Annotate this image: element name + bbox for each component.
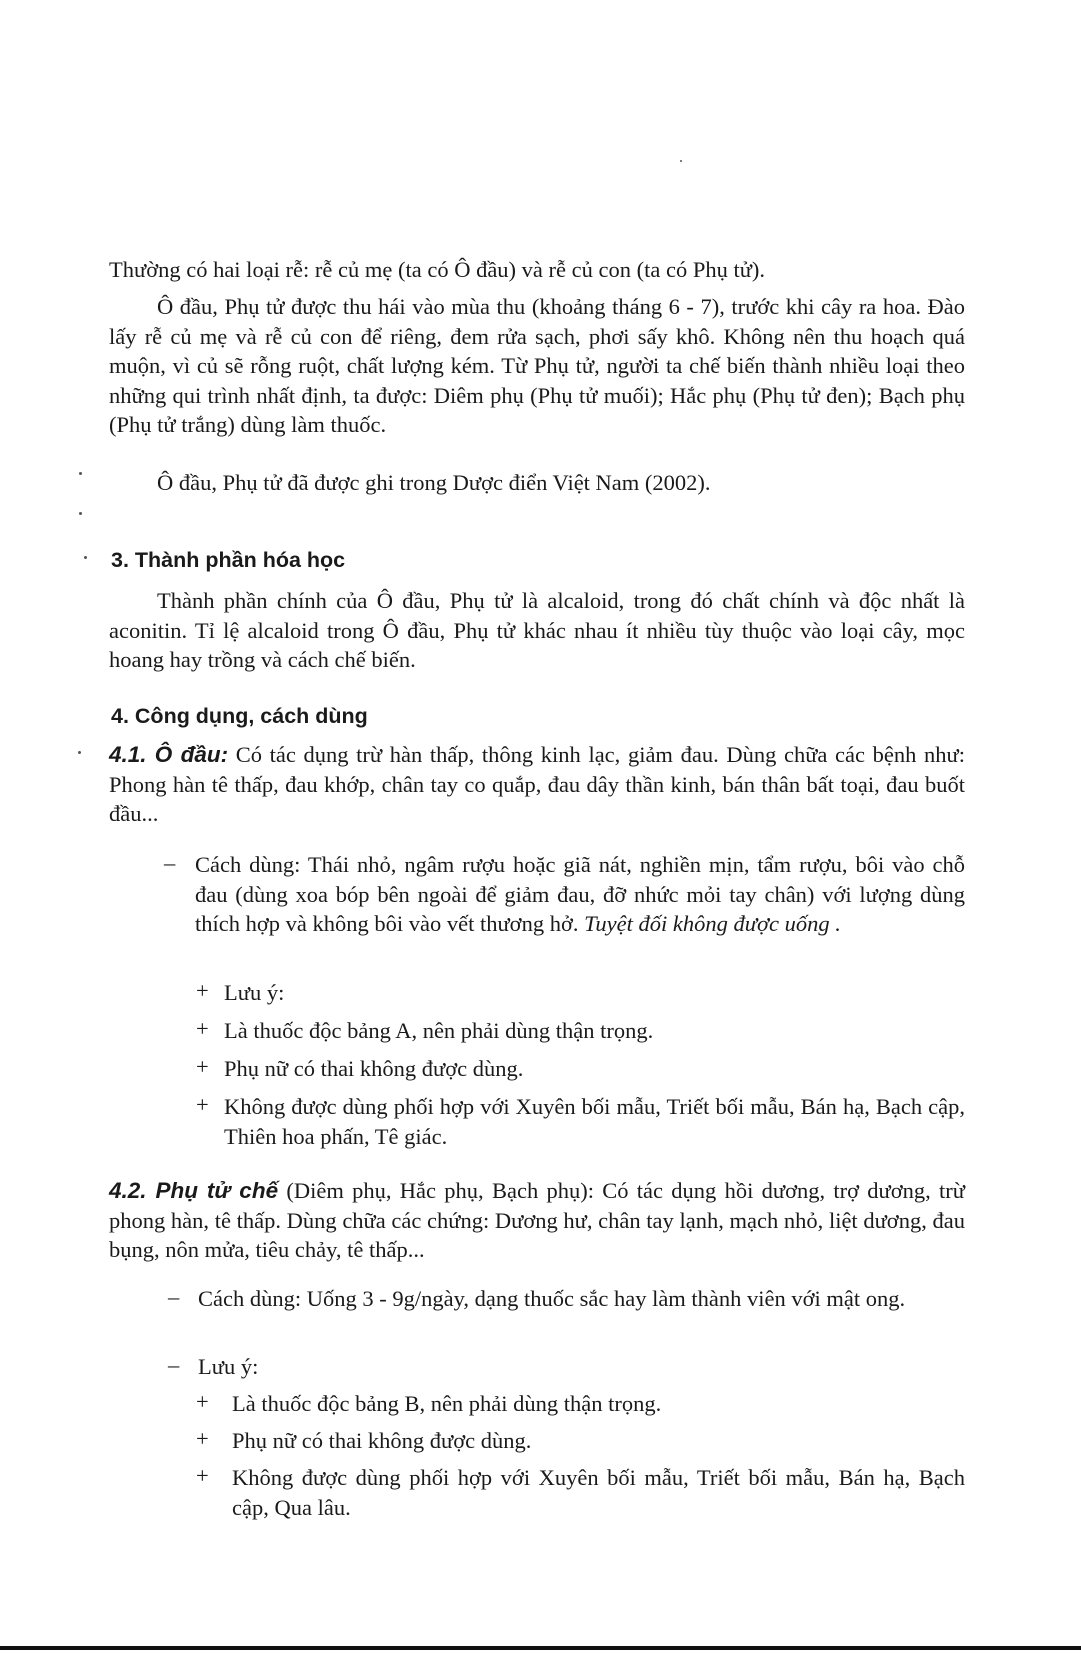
scan-speck [79,472,82,475]
s41-note-item: Lưu ý: [224,980,285,1005]
plus-marker: + [196,1054,209,1079]
section-3-paragraph: Thành phần chính của Ô đầu, Phụ tử là alcaloid, trong đó chất chính và độc nhất là aconitin. Tỉ lệ alcaloid trong Ô đầu, Phụ tử khác nhau ít nhiều tùy thuộc vào loại cây, mọc hoang hay trồng và cách chế biến. [109,588,965,672]
intro-paragraph-harvest: Ô đầu, Phụ tử được thu hái vào mùa thu (khoảng tháng 6 - 7), trước khi cây ra hoa. Đào lấy rễ củ mẹ và rễ củ con để riêng, đem rửa sạch, phơi sấy khô. Không nên thu hoạch quá muộn, vì củ sẽ rỗng ruột, chất lượng kém. Từ Phụ tử, người ta chế biến thành nhiều loại theo những qui trình nhất định, ta được: Diêm phụ (Phụ tử muối); Hắc phụ (Phụ tử đen); Bạch phụ (Phụ tử trắng) dùng làm thuốc. [109,294,965,437]
plus-marker: + [196,978,209,1003]
plus-marker: + [196,1016,209,1041]
s41-usage-warning: Tuyệt đối không được uống . [584,911,841,936]
s42-note-item: Không được dùng phối hợp với Xuyên bối mẫu, Triết bối mẫu, Bán hạ, Bạch cập, Qua lâu. [232,1465,965,1520]
scan-bottom-edge [0,1646,1081,1650]
plus-marker: + [196,1092,209,1117]
plus-marker: + [196,1426,209,1451]
section-4-2-runin: 4.2. Phụ tử chế [109,1178,279,1203]
section-3-heading: 3. Thành phần hóa học [111,548,346,572]
s41-usage-item [195,850,965,939]
s41-note-item: Không được dùng phối hợp với Xuyên bối mẫu, Triết bối mẫu, Bán hạ, Bạch cập, Thiên hoa phấn, Tê giác. [224,1094,965,1149]
scan-speck [79,512,82,515]
s42-note-item: Phụ nữ có thai không được dùng. [232,1428,532,1453]
scan-speck [78,751,81,754]
section-4-1-paragraph [109,740,965,829]
s42-note-item: Là thuốc độc bảng B, nên phải dùng thận trọng. [232,1391,662,1416]
dash-marker: – [168,1352,180,1377]
s41-note-item: Phụ nữ có thai không được dùng. [224,1056,524,1081]
scan-speck [680,160,682,162]
section-4-heading: 4. Công dụng, cách dùng [111,704,368,728]
section-4-2-text: (Diêm phụ, Hắc phụ, Bạch phụ): Có tác dụng hồi dương, trợ dương, trừ phong hàn, tê thấp. Dùng chữa các chứng: Dương hư, chân tay lạnh, mạch nhỏ, liệt dương, đau bụng, nôn mửa, tiêu chảy, tê thấp... [109,1178,965,1262]
s41-note-item: Là thuốc độc bảng A, nên phải dùng thận trọng. [224,1018,654,1043]
dash-marker: – [168,1284,180,1309]
plus-marker: + [196,1389,209,1414]
intro-paragraph-pharmacopoeia: Ô đầu, Phụ tử đã được ghi trong Dược điển Việt Nam (2002). [157,470,711,495]
s41-usage-text: Cách dùng: Thái nhỏ, ngâm rượu hoặc giã nát, nghiền mịn, tẩm rượu, bôi vào chỗ đau (dùng xoa bóp bên ngoài để giảm đau, đỡ nhức mỏi tay chân) với lượng dùng thích hợp và không bôi vào vết thương hở. [195,852,965,936]
dash-marker: – [164,850,176,875]
intro-line: Thường có hai loại rễ: rễ củ mẹ (ta có Ô đầu) và rễ củ con (ta có Phụ tử). [109,257,766,282]
scan-speck [84,556,87,559]
section-4-1-text: Có tác dụng trừ hàn thấp, thông kinh lạc, giảm đau. Dùng chữa các bệnh như: Phong hàn tê thấp, đau khớp, chân tay co quắp, đau dây thần kinh, bán thân bất toại, đau buốt đầu... [109,742,965,826]
s42-usage-item: Cách dùng: Uống 3 - 9g/ngày, dạng thuốc sắc hay làm thành viên với mật ong. [198,1286,906,1311]
section-4-2-paragraph [109,1176,965,1265]
plus-marker: + [196,1463,209,1488]
section-4-1-runin: 4.1. Ô đầu: [109,742,229,767]
s42-note-label: Lưu ý: [198,1354,259,1379]
